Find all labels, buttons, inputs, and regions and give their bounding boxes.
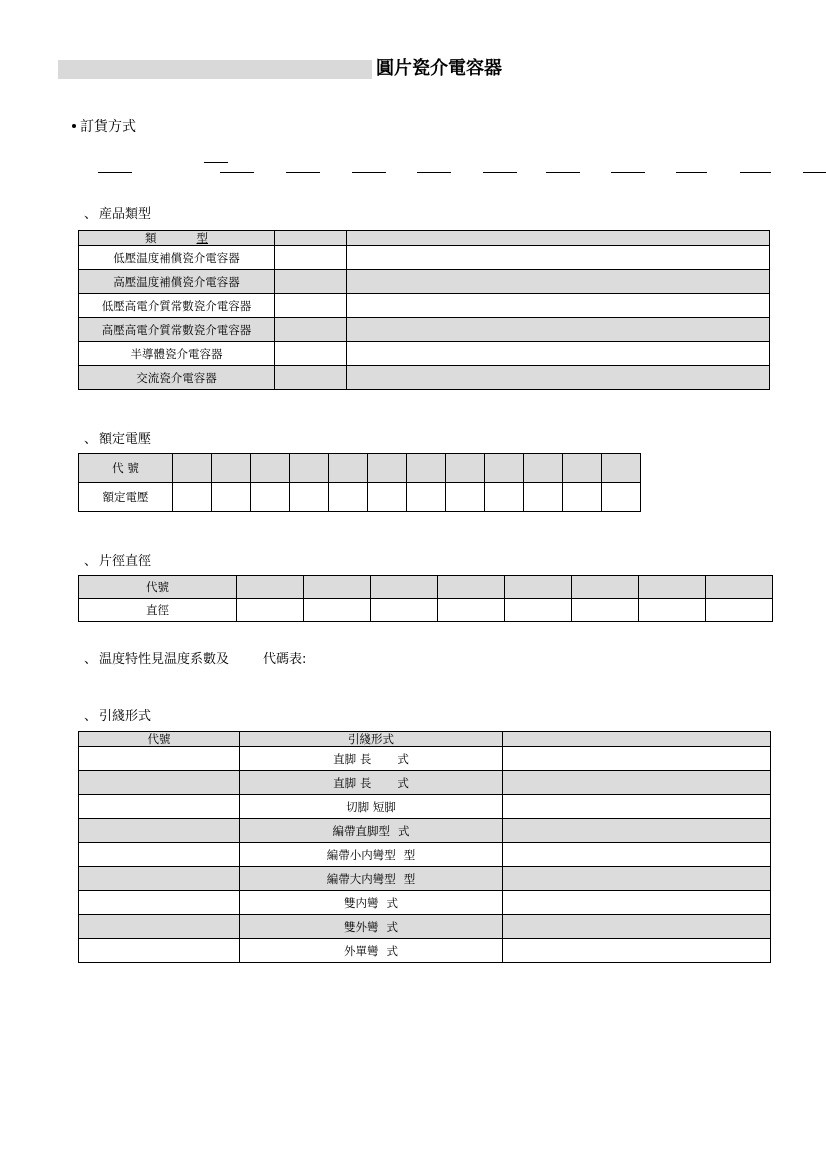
cell-diameter[interactable]	[304, 599, 371, 622]
cell-code[interactable]	[212, 454, 251, 483]
section-label-lead-forms: 引綫形式	[99, 709, 152, 724]
section-heading-temperature	[84, 652, 306, 668]
cell-code[interactable]	[639, 576, 706, 599]
cell-code[interactable]	[368, 454, 407, 483]
cell-diameter[interactable]	[237, 599, 304, 622]
cell-code[interactable]	[706, 576, 773, 599]
order-blank-8[interactable]	[611, 172, 645, 173]
cell-lead-form	[240, 843, 503, 867]
section-label-product-types: 産品類型	[99, 207, 152, 222]
cell-lead-code[interactable]	[79, 915, 240, 939]
cell-product-name: 低壓温度補償瓷介電容器	[79, 246, 275, 270]
cell-diameter[interactable]	[371, 599, 438, 622]
cell-lead-code[interactable]	[79, 795, 240, 819]
lead-form-text-a: 雙内彎	[344, 895, 379, 910]
cell-lead-note[interactable]	[503, 843, 771, 867]
cell-lead-note[interactable]	[503, 747, 771, 771]
order-blank-raised-dash[interactable]	[204, 162, 228, 163]
table-row-voltage	[79, 483, 641, 512]
cell-lead-note[interactable]	[503, 939, 771, 963]
section-mark-rated-voltage: 、	[84, 432, 100, 447]
section-label-rated-voltage: 額定電壓	[99, 432, 152, 447]
cell-lead-note[interactable]	[503, 867, 771, 891]
cell-code[interactable]	[572, 576, 639, 599]
table-row-diameter	[79, 599, 773, 622]
ordering-code-blanks	[72, 158, 762, 180]
cell-lead-form	[240, 747, 503, 771]
table-row	[79, 246, 770, 270]
cell-code[interactable]	[329, 454, 368, 483]
cell-voltage[interactable]	[524, 483, 563, 512]
cell-lead-code[interactable]	[79, 771, 240, 795]
cell-lead-note[interactable]	[503, 915, 771, 939]
th-product-code	[275, 231, 347, 246]
cell-voltage[interactable]	[290, 483, 329, 512]
cell-lead-note[interactable]	[503, 771, 771, 795]
cell-voltage[interactable]	[368, 483, 407, 512]
cell-code[interactable]	[563, 454, 602, 483]
section-heading-disc-diameter	[84, 554, 151, 570]
cell-product-note[interactable]	[347, 318, 770, 342]
cell-lead-code[interactable]	[79, 891, 240, 915]
table-row	[79, 747, 771, 771]
th-lead-code: 代號	[79, 732, 240, 747]
rowlabel-rated-voltage: 額定電壓	[79, 483, 173, 512]
cell-voltage[interactable]	[251, 483, 290, 512]
table-row-code	[79, 576, 773, 599]
cell-code[interactable]	[371, 576, 438, 599]
cell-lead-note[interactable]	[503, 891, 771, 915]
cell-code[interactable]	[173, 454, 212, 483]
section-heading-product-types	[84, 207, 151, 223]
cell-code[interactable]	[505, 576, 572, 599]
cell-voltage[interactable]	[329, 483, 368, 512]
table-row	[79, 366, 770, 390]
cell-diameter[interactable]	[639, 599, 706, 622]
cell-product-code[interactable]	[275, 246, 347, 270]
lead-form-text-b: 式	[398, 823, 410, 838]
cell-voltage[interactable]	[173, 483, 212, 512]
cell-code[interactable]	[304, 576, 371, 599]
lead-form-text-a: 外單彎	[344, 943, 379, 958]
section-label-temperature: 温度特性見温度系數及	[99, 652, 230, 667]
cell-code[interactable]	[290, 454, 329, 483]
cell-voltage[interactable]	[563, 483, 602, 512]
section-mark-temperature: 、	[84, 652, 100, 667]
table-row	[79, 342, 770, 366]
lead-form-text-a: 編帶大内彎型	[326, 871, 396, 886]
order-blank-9[interactable]	[676, 172, 707, 173]
lead-form-text-a: 直脚 長	[333, 775, 372, 790]
table-row	[79, 795, 771, 819]
cell-diameter[interactable]	[438, 599, 505, 622]
cell-code[interactable]	[485, 454, 524, 483]
cell-code[interactable]	[251, 454, 290, 483]
section-heading-lead-forms	[84, 709, 151, 725]
table-row	[79, 891, 771, 915]
rowlabel-code: 代號	[79, 576, 237, 599]
cell-lead-form	[240, 891, 503, 915]
lead-form-text-b: 型	[403, 871, 416, 886]
cell-product-note[interactable]	[347, 294, 770, 318]
order-blank-5[interactable]	[417, 172, 451, 173]
order-blank-10[interactable]	[740, 172, 771, 173]
ordering-method-block	[72, 118, 772, 180]
cell-lead-form	[240, 795, 503, 819]
lead-form-text-b: 式	[386, 943, 398, 958]
lead-form-text-b: 式	[386, 919, 398, 934]
order-blank-3[interactable]	[286, 172, 320, 173]
cell-lead-form	[240, 771, 503, 795]
cell-diameter[interactable]	[572, 599, 639, 622]
th-lead-note	[503, 732, 771, 747]
section-label-disc-diameter: 片徑直徑	[99, 554, 152, 569]
cell-voltage[interactable]	[485, 483, 524, 512]
section-mark-disc-diameter: 、	[84, 554, 100, 569]
lead-form-text-b: 式	[397, 775, 409, 790]
ordering-method-heading	[72, 118, 772, 136]
cell-product-name: 交流瓷介電容器	[79, 366, 275, 390]
order-blank-2[interactable]	[220, 172, 254, 173]
table-product-types	[78, 230, 770, 390]
order-blank-11[interactable]	[803, 172, 826, 173]
table-row	[79, 843, 771, 867]
order-blank-1[interactable]	[98, 172, 132, 173]
table-row	[79, 270, 770, 294]
cell-lead-code[interactable]	[79, 843, 240, 867]
cell-voltage[interactable]	[407, 483, 446, 512]
cell-product-name: 高壓温度補償瓷介電容器	[79, 270, 275, 294]
order-blank-7[interactable]	[546, 172, 580, 173]
table-row	[79, 771, 771, 795]
section-heading-rated-voltage	[84, 432, 151, 448]
cell-lead-code[interactable]	[79, 819, 240, 843]
table-row	[79, 819, 771, 843]
lead-form-text-b: 型	[403, 847, 416, 862]
bullet-icon	[72, 124, 76, 128]
table-lead-forms	[78, 731, 771, 963]
table-row	[79, 939, 771, 963]
cell-product-name: 低壓高電介質常數瓷介電容器	[79, 294, 275, 318]
page-title: 圓片瓷介電容器	[376, 58, 502, 79]
section-mark-product-types: 、	[84, 207, 100, 222]
cell-product-name: 高壓高電介質常數瓷介電容器	[79, 318, 275, 342]
cell-voltage[interactable]	[602, 483, 641, 512]
cell-lead-code[interactable]	[79, 747, 240, 771]
cell-code[interactable]	[237, 576, 304, 599]
cell-lead-code[interactable]	[79, 867, 240, 891]
cell-lead-form	[240, 867, 503, 891]
cell-product-code[interactable]	[275, 342, 347, 366]
cell-product-name: 半導體瓷介電容器	[79, 342, 275, 366]
order-blank-6[interactable]	[483, 172, 517, 173]
cell-lead-form	[240, 819, 503, 843]
cell-product-code[interactable]	[275, 294, 347, 318]
cell-product-code[interactable]	[275, 318, 347, 342]
cell-product-note[interactable]	[347, 366, 770, 390]
table-row	[79, 318, 770, 342]
cell-code[interactable]	[524, 454, 563, 483]
order-blank-4[interactable]	[352, 172, 386, 173]
table-header-row	[79, 231, 770, 246]
cell-lead-form	[240, 939, 503, 963]
cell-product-note[interactable]	[347, 342, 770, 366]
cell-code[interactable]	[446, 454, 485, 483]
lead-form-text-a: 編帶直脚型	[332, 823, 390, 838]
th-product-type-b: 型	[196, 231, 208, 245]
cell-lead-note[interactable]	[503, 795, 771, 819]
cell-code[interactable]	[407, 454, 446, 483]
cell-product-note[interactable]	[347, 246, 770, 270]
lead-form-text-a: 編帶小内彎型	[326, 847, 396, 862]
lead-form-text-a: 切脚 短脚	[346, 799, 396, 814]
table-rated-voltage	[78, 453, 641, 512]
cell-lead-code[interactable]	[79, 939, 240, 963]
table-header-row	[79, 732, 771, 747]
th-product-type-a: 類	[145, 231, 157, 245]
lead-form-text-b: 式	[386, 895, 398, 910]
cell-product-note[interactable]	[347, 270, 770, 294]
lead-form-text-b: 式	[397, 751, 409, 766]
cell-product-code[interactable]	[275, 270, 347, 294]
cell-voltage[interactable]	[212, 483, 251, 512]
th-lead-form: 引綫形式	[240, 732, 503, 747]
th-product-note	[347, 231, 770, 246]
cell-lead-form	[240, 915, 503, 939]
page-header	[58, 58, 768, 84]
table-row	[79, 915, 771, 939]
cell-code[interactable]	[602, 454, 641, 483]
cell-lead-note[interactable]	[503, 819, 771, 843]
section-label-temperature-tail: 代碼表:	[263, 652, 307, 667]
header-gray-bar	[58, 60, 372, 79]
cell-diameter[interactable]	[505, 599, 572, 622]
rowlabel-diameter: 直徑	[79, 599, 237, 622]
table-row	[79, 867, 771, 891]
cell-voltage[interactable]	[446, 483, 485, 512]
rowlabel-code: 代 號	[79, 454, 173, 483]
lead-form-text-a: 雙外彎	[344, 919, 379, 934]
th-product-type	[79, 231, 275, 246]
cell-diameter[interactable]	[706, 599, 773, 622]
table-row	[79, 294, 770, 318]
section-mark-lead-forms: 、	[84, 709, 100, 724]
ordering-method-label: 訂貨方式	[80, 119, 136, 135]
table-disc-diameter	[78, 575, 773, 622]
cell-product-code[interactable]	[275, 366, 347, 390]
table-row-code	[79, 454, 641, 483]
lead-form-text-a: 直脚 長	[333, 751, 372, 766]
cell-code[interactable]	[438, 576, 505, 599]
